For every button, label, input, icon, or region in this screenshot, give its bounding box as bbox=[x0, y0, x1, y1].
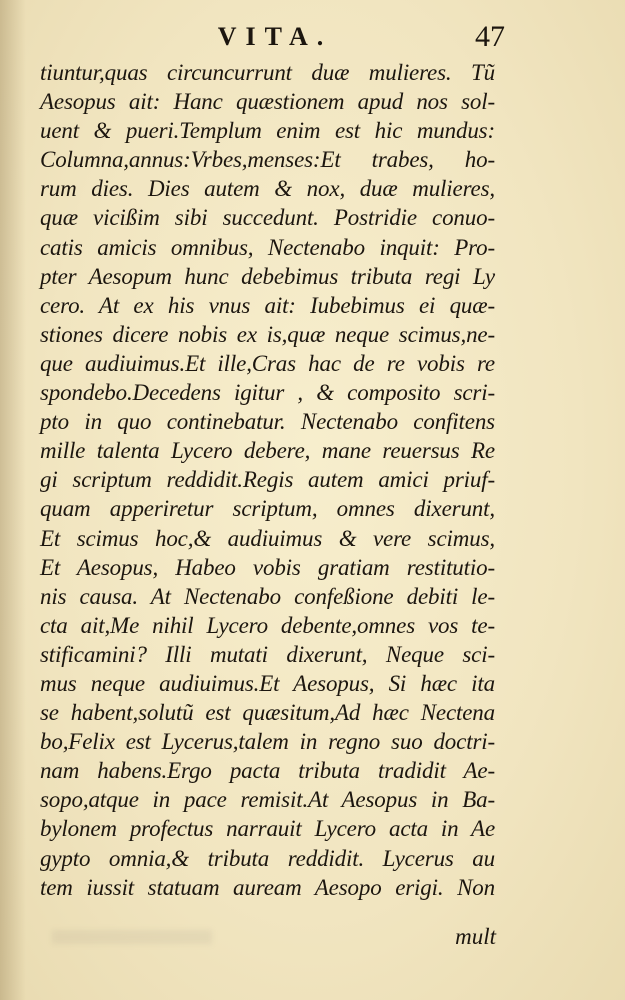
text-line: cero. At ex his vnus ait: Iubebimus ei quæ- bbox=[40, 292, 495, 318]
text-line: sopo,atque in pace remisit.At Aesopus in Ba- bbox=[40, 787, 495, 813]
text-line: pter Aesopum hunc debebimus tributa regi Ly bbox=[40, 263, 495, 289]
page-header bbox=[0, 20, 625, 60]
text-line: que audiuimus.Et ille,Cras hac de re vobis re bbox=[40, 350, 495, 376]
text-line: gypto omnia,& tributa reddidit. Lycerus au bbox=[40, 845, 495, 871]
ink-bleed-through bbox=[52, 930, 212, 944]
text-line: stificamini? Illi mutati dixerunt, Neque sci- bbox=[40, 641, 495, 667]
text-line: cta ait,Me nihil Lycero debente,omnes vos te- bbox=[40, 612, 495, 638]
text-line: quam apperiretur scriptum, omnes dixerunt, bbox=[40, 496, 495, 522]
body-text bbox=[40, 58, 495, 902]
text-line: quæ vicißim sibi succedunt. Postridie conuo- bbox=[40, 205, 495, 231]
text-line: bylonem profectus narrauit Lycero acta in Ae bbox=[40, 816, 495, 842]
text-line: bo,Felix est Lycerus,talem in regno suo doctri- bbox=[40, 729, 495, 755]
text-line: tem iussit statuam auream Aesopo erigi. Non bbox=[40, 874, 495, 900]
text-line: Columna,annus:Vrbes,menses:Et trabes, ho- bbox=[40, 147, 495, 173]
text-line: Aesopus ait: Hanc quæstionem apud nos sol- bbox=[40, 89, 495, 115]
text-line: stiones dicere nobis ex is,quæ neque scimus,ne- bbox=[40, 321, 495, 347]
text-line: gi scriptum reddidit.Regis autem amici priuf- bbox=[40, 467, 495, 493]
text-line: Et Aesopus, Habeo vobis gratiam restitutio- bbox=[40, 554, 495, 580]
text-line: nam habens.Ergo pacta tributa tradidit Ae- bbox=[40, 758, 495, 784]
text-line: pto in quo continebatur. Nectenabo confitens bbox=[40, 409, 495, 435]
catchword: mult bbox=[455, 924, 496, 949]
text-line: catis amicis omnibus, Nectenabo inquit: Pro- bbox=[40, 234, 495, 260]
text-line: nis causa. At Nectenabo confeßione debiti le- bbox=[40, 583, 495, 609]
text-line: se habent,solutũ est quæsitum,Ad hæc Nectena bbox=[40, 700, 495, 726]
text-line: rum dies. Dies autem & nox, duæ mulieres, bbox=[40, 176, 495, 202]
gutter-shadow bbox=[0, 0, 26, 1000]
text-line: spondebo.Decedens igitur , & composito scri- bbox=[40, 380, 495, 406]
text-line: mille talenta Lycero debere, mane reuersus Re bbox=[40, 438, 495, 464]
text-line: Et scimus hoc,& audiuimus & vere scimus, bbox=[40, 525, 495, 551]
running-head: VITA. bbox=[217, 22, 333, 51]
text-line: tiuntur,quas circuncurrunt duæ mulieres. Tũ bbox=[40, 60, 495, 85]
text-line: uent & pueri.Templum enim est hic mundus: bbox=[40, 118, 495, 144]
text-line: mus neque audiuimus.Et Aesopus, Si hæc ita bbox=[40, 670, 495, 696]
page-number: 47 bbox=[475, 20, 505, 53]
